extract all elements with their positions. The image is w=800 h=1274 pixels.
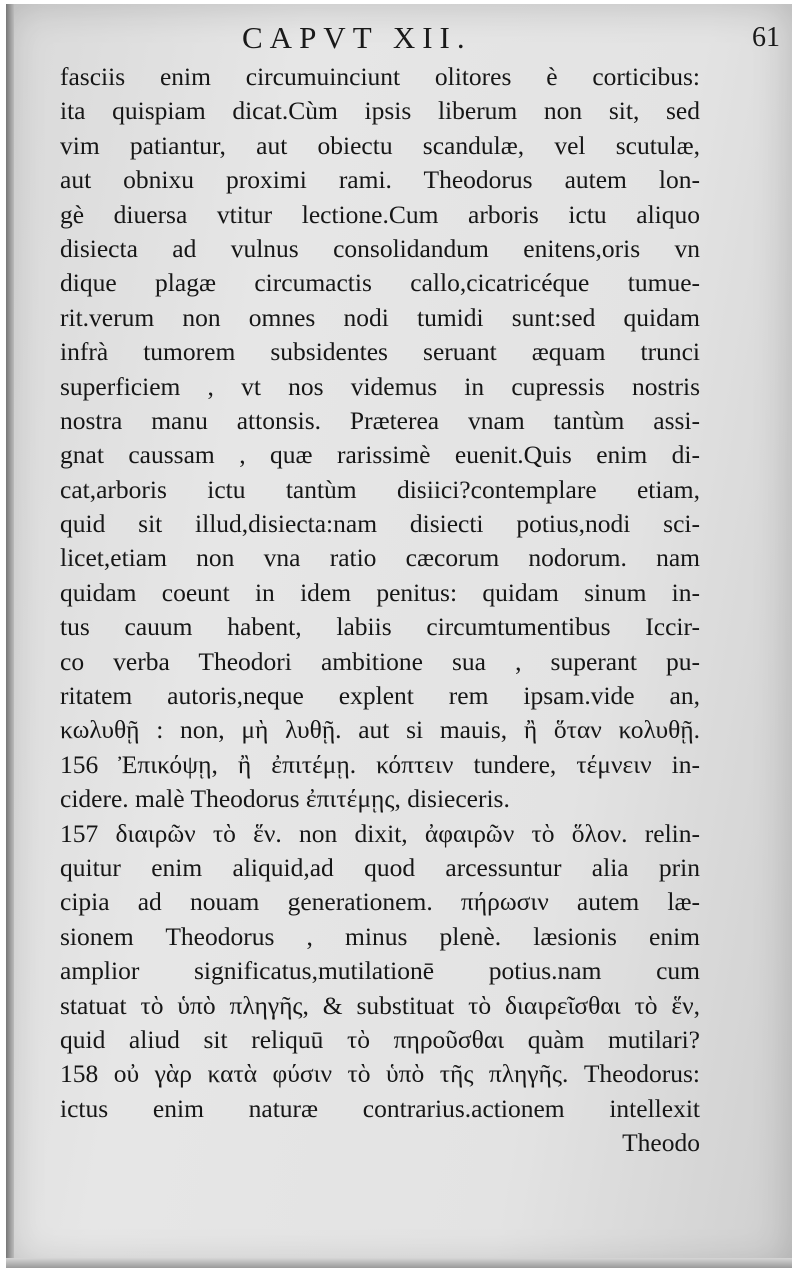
text-line: fasciis enim circumuinciunt olitores è corticibus: [60, 62, 700, 91]
page-number: 61 [752, 22, 780, 53]
running-head: CAPVT XII. [242, 20, 472, 55]
catchword: Theodo [622, 1128, 700, 1158]
text-line: ictus enim naturæ contrarius.actionem intellexit [60, 1093, 700, 1123]
text-line: superficiem , vt nos videmus in cupressis nostris [60, 371, 700, 401]
text-line: dique plagæ circumactis callo,cicatricéque tumue- [60, 268, 700, 298]
text-line: infrà tumorem subsidentes seruant æquam trunci [60, 337, 700, 367]
body-text [60, 60, 700, 1161]
text-line: statuat τὸ ὑπὸ πληγῆς, & substituat τὸ διαιρεῖσθαι τὸ ἕν, [60, 990, 700, 1020]
text-line: gnat caussam , quæ rarissimè euenit.Quis enim di- [60, 440, 700, 470]
text-line: disiecta ad vulnus consolidandum enitens,oris vn [60, 233, 700, 263]
text-line: ritatem autoris,neque explent rem ipsam.vide an, [60, 681, 700, 711]
text-line: tus cauum habent, labiis circumtumentibus Iccir- [60, 612, 700, 642]
book-page [6, 4, 792, 1268]
text-line: rit.verum non omnes nodi tumidi sunt:sed quidam [60, 302, 700, 332]
text-line: cat,arboris ictu tantùm disiici?contemplare etiam, [60, 474, 700, 504]
page-gutter-shadow [6, 4, 14, 1268]
text-line: gè diuersa vtitur lectione.Cum arboris ictu aliquo [60, 199, 700, 229]
text-line: quid sit illud,disiecta:nam disiecti potius,nodi sci- [60, 509, 700, 539]
text-line: nostra manu attonsis. Præterea vnam tantùm assi- [60, 405, 700, 435]
text-line: co verba Theodori ambitione sua , superant pu- [60, 646, 700, 676]
text-line: amplior significatus,mutilationē potius.nam cum [60, 956, 700, 986]
text-line: vim patiantur, aut obiectu scandulæ, vel scutulæ, [60, 130, 700, 160]
text-line: licet,etiam non vna ratio cæcorum nodorum. nam [60, 543, 700, 573]
text-line: 158 οὐ γὰρ κατὰ φύσιν τὸ ὑπὸ τῆς πληγῆς. Theodorus: [60, 1059, 700, 1089]
page-bottom-edge [6, 1258, 792, 1268]
text-line: 157 διαιρῶν τὸ ἕν. non dixit, ἀφαιρῶν τὸ ὅλον. relin- [60, 818, 700, 848]
text-line: sionem Theodorus , minus plenè. læsionis enim [60, 921, 700, 951]
text-line: quidam coeunt in idem penitus: quidam sinum in- [60, 577, 700, 607]
text-line: quitur enim aliquid,ad quod arcessuntur alia prin [60, 852, 700, 882]
text-line: cipia ad nouam generationem. πήρωσιν autem læ- [60, 887, 700, 917]
text-line: quid aliud sit reliquū τὸ πηροῦσθαι quàm mutilari? [60, 1024, 700, 1054]
text-line: aut obnixu proximi rami. Theodorus autem lon- [60, 165, 700, 195]
text-line: cidere. malè Theodorus ἐπιτέμῃς, disieceris. [60, 784, 510, 814]
text-line: ita quispiam dicat.Cùm ipsis liberum non sit, sed [60, 96, 700, 126]
text-line: κωλυθῇ : non, μὴ λυθῇ. aut si mauis, ἢ ὅταν κολυθῇ. [60, 715, 700, 745]
text-line: 156 Ἐπικόψῃ, ἢ ἐπιτέμῃ. κόπτειν tundere, τέμνειν in- [60, 749, 700, 779]
